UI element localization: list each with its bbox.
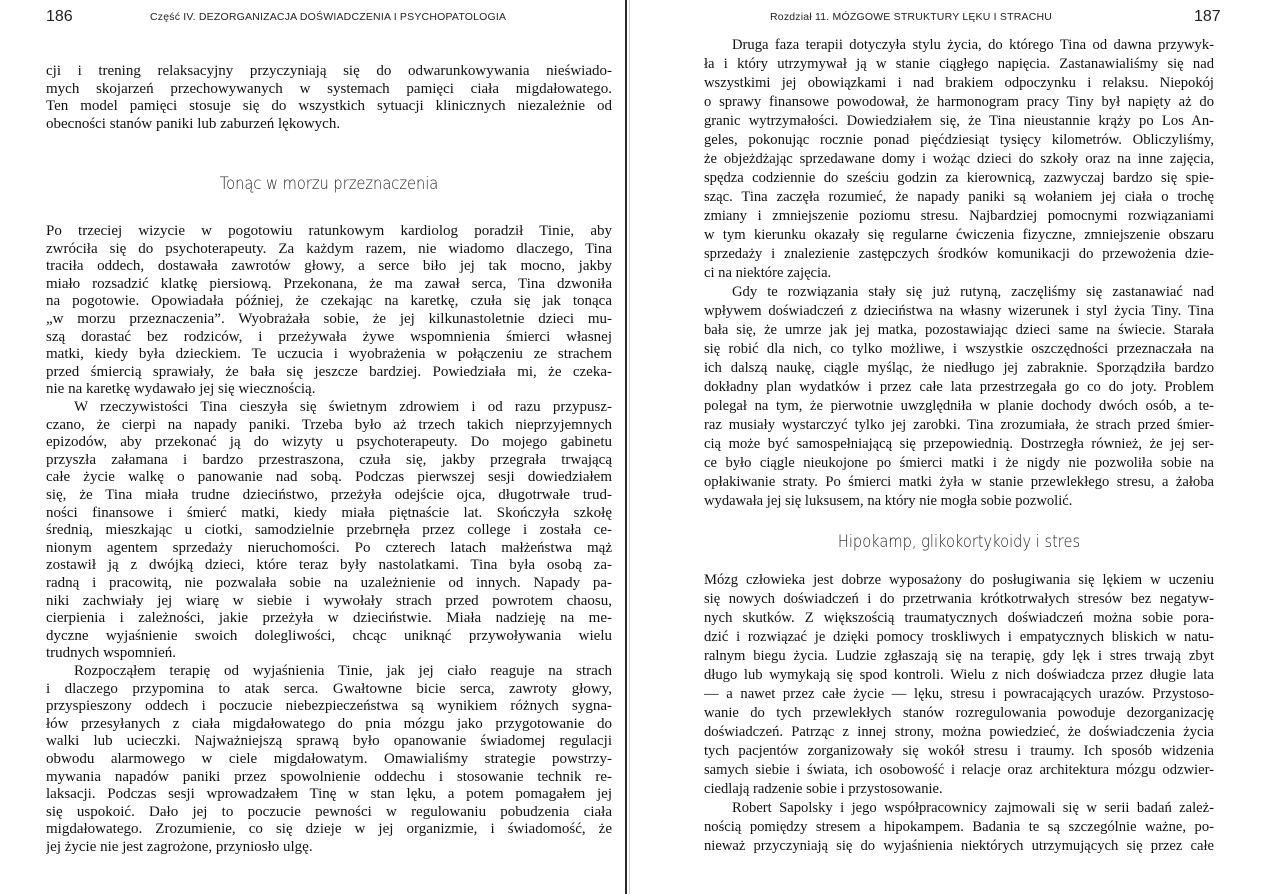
- text-line: że objeżdżając sprzedawane domy i wożąc dzieci do szkoły oraz na inne zajęcia,: [704, 151, 1214, 167]
- text-line: opłakiwanie straty. Po śmierci matki żyła w stanie przewlekłego stresu, a żałoba: [704, 474, 1214, 490]
- text-line: sprzedaży i znalezienie zastępczych środków komunikacji do przewożenia dzie-: [704, 246, 1214, 262]
- text-line: granic wytrzymałości. Dowiedziałem się, że Tina nieustannie krąży po Los An-: [704, 113, 1214, 129]
- text-line: raz musiały wystarczyć tylko jej zarobki. Tina zrozumiała, że strach przed śmier-: [704, 417, 1214, 433]
- text-line: się, że Tina miała trudne dzieciństwo, przeżyła odejście ojca, długotrwałe trud-: [46, 486, 612, 503]
- text-line: migdałowatego. Zrozumienie, co się dzieje w jej organizmie, i świadomość, że: [46, 821, 612, 838]
- text-line: się nowych doświadczeń i do przetrwania krótkotrwałych stresów bez negatyw-: [704, 591, 1214, 607]
- text-line: całe życie walkę o panowanie nad sobą. Podczas pierwszej sesji dowiedziałem: [46, 469, 612, 486]
- text-line: ła i który utrzymywał ją w stanie ciągłego napięcia. Zastanawialiśmy się nad: [704, 56, 1214, 72]
- text-line: ci na niektóre zajęcia.: [704, 265, 832, 281]
- text-line: ich dalszą naukę, ciągle myśląc, że niedługo jej zabraknie. Sporządziła bardzo: [704, 360, 1214, 376]
- text-line: ralnym biegu życia. Ludzie zgłaszają się na terapię, gdy lęk i stres trwają zbyt: [704, 648, 1214, 664]
- text-line: mywania napadów paniki przez spowolnienie oddechu i stosowanie technik re-: [46, 768, 612, 785]
- text-line: W rzeczywistości Tina cieszyła się świetnym zdrowiem i od razu przypusz-: [74, 399, 612, 415]
- text-line: na pogotowie. Opowiadała później, że czekając na karetkę, czuła się jak tonąca: [46, 293, 612, 310]
- text-line: geles, pokonując rocznie ponad pięćdziesiąt tysięcy kilometrów. Obliczyliśmy,: [704, 132, 1214, 148]
- text-line: laksacji. Podczas sesji wprowadzałem Tinę w stan lęku, a potem pomagałem jej: [46, 786, 612, 803]
- text-line: i dlaczego przypomina to atak serca. Gwałtowne bicie serca, zawroty głowy,: [46, 680, 612, 697]
- text-line: traciła oddech, dostawała zawrotów głowy, a serce biło jej tak mocno, jakby: [46, 258, 612, 275]
- text-line: wydawała jej się luksusem, na który nie mogła sobie pozwolić.: [704, 493, 1073, 509]
- text-line: Druga faza terapii dotyczyła stylu życia, do którego Tina od dawna przywyk-: [732, 37, 1214, 53]
- text-line: Mózg człowieka jest dobrze wyposażony do posługiwania się lękiem w uczeniu: [704, 572, 1214, 588]
- text-line: nie na karetkę wydawało jej się wiecznością.: [46, 381, 316, 398]
- right-page: [628, 0, 1262, 894]
- text-line: średnią, mieszkając u ciotki, samodzielnie przebrnęła przez college i została ce-: [46, 522, 612, 539]
- text-line: nością pomiędzy stresem a hipokampem. Badania te są szczególnie ważne, po-: [704, 819, 1214, 835]
- text-line: epizodów, aby przekonać ją do wizyty u psychoterapeuty. Do mojego gabinetu: [46, 434, 612, 451]
- running-head: Część IV. DEZORGANIZACJA DOŚWIADCZENIA I PSYCHOPATOLOGIA: [150, 11, 507, 23]
- text-line: Robert Sapolsky i jego współpracownicy zajmowali się w serii badań zależ-: [732, 800, 1214, 816]
- paragraph: [46, 663, 612, 857]
- text-line: Po trzeciej wizycie w pogotowiu ratunkowym kardiolog poradził Tinie, aby: [46, 223, 612, 239]
- text-line: wanie do tych przewlekłych stanów rozregulowania powoduje dezorganizację: [704, 705, 1214, 721]
- text-line: radną i pracowitą, nie pozwalała sobie na uzależnienie od innych. Napady pa-: [46, 574, 612, 591]
- text-line: bała się, że umrze jak jej matka, pozostawiając dzieci same na świecie. Starała: [704, 322, 1214, 338]
- text-line: w tym kierunku okazały się regularne ćwiczenia fizyczne, zmniejszenie obszaru: [704, 227, 1214, 243]
- text-line: tych pacjentów zorganizowały się wokół stresu i traumy. Ich sposób widzenia: [704, 743, 1214, 759]
- text-line: obecności stanów paniki lub zaburzeń lękowych.: [46, 115, 341, 132]
- paragraph: [704, 799, 1214, 856]
- paragraph: [46, 63, 612, 133]
- section-heading: Tonąc w morzu przeznaczenia: [219, 174, 439, 194]
- text-line: nionym agentem sprzedaży nieruchomości. Po czterech latach małżeństwa mąż: [46, 539, 612, 556]
- text-line: łów przesyłanych z ciała migdałowatego do pnia mózgu jako przygotowanie do: [46, 715, 612, 732]
- text-line: o sprawy finansowe powodował, że harmonogram pracy Tiny był napięty aż do: [704, 94, 1214, 110]
- text-line: cji i trening relaksacyjny przyczyniają się do odwarunkowywania nieświado-: [46, 63, 612, 79]
- text-line: Ten model pamięci stosuje się do wszystkich sytuacji klinicznych niezależnie od: [46, 98, 612, 115]
- text-line: wszystkimi jej obowiązkami i nad brakiem odpoczynku i relaksu. Niepokój: [704, 75, 1214, 91]
- text-line: zmiany i zmniejszenie poziomu stresu. Najbardziej pomocnymi rozwiązaniami: [704, 208, 1214, 224]
- running-head: Rozdział 11. MÓZGOWE STRUKTURY LĘKU I STRACHU: [770, 11, 1053, 23]
- text-line: przyszła załamana i bardzo przestraszona, czuła się, jakby przegrała trwającą: [46, 451, 612, 468]
- text-line: spędza codziennie do sześciu godzin za kierownicą, zazwyczaj bardzo się spie-: [704, 170, 1214, 186]
- text-line: samych siebie i świata, ich osobowość i relacje oraz architektura mózgu odzwier-: [704, 762, 1214, 778]
- section-heading: Hipokamp, glikokortykoidy i stres: [837, 532, 1081, 552]
- text-line: ciedlają radzenie sobie i przystosowanie.: [704, 781, 943, 797]
- page-number: 186: [46, 8, 73, 25]
- text-line: sząc. Tina zaczęła rozumieć, że napady paniki są wołaniem jej ciała o trochę: [704, 189, 1214, 205]
- text-line: mych skojarzeń przechowywanych w systemach pamięci ciała migdałowatego.: [46, 80, 612, 97]
- text-line: ności finansowe i śmierć matki, kiedy miała piętnaście lat. Skończyła szkołę: [46, 504, 612, 521]
- text-line: doświadczeń. Patrząc z innej strony, można powiedzieć, że doświadczenia życia: [704, 724, 1214, 740]
- text-line: dokładny plan wydatków i przez całe lata przestrzegała go co do joty. Problem: [704, 379, 1214, 395]
- paragraph: [46, 399, 612, 663]
- text-line: niki zachwiały jej wiarę w siebie i wywołały strach przed powrotem chaosu,: [46, 592, 612, 609]
- text-line: się robić dla nich, co tylko możliwe, i wszystkie oszczędności przeznaczała na: [704, 341, 1214, 357]
- paragraph: [704, 283, 1214, 511]
- text-line: dzić i rozwiązać je dzięki pomocy troskliwych i empatycznych bliskich w natu-: [704, 629, 1214, 645]
- text-line: matki, kiedy była dzieckiem. Te uczucia i wyobrażenia w połączeniu ze strachem: [46, 346, 612, 363]
- text-line: jej życie nie jest zagrożone, przyniosło ulgę.: [46, 838, 313, 855]
- text-line: trudnych wspomnień.: [46, 645, 176, 662]
- text-line: — a nawet przez całe życie — lęku, stresu i powracających urazów. Przystoso-: [704, 686, 1214, 702]
- text-line: ce było ciągle nieukojone po śmierci matki i że nigdy nie pozwoliła sobie na: [704, 455, 1214, 471]
- paragraph: [704, 571, 1214, 799]
- text-line: zostawił ją z dwójką dzieci, które teraz były nastolatkami. Tina była osobą za-: [46, 557, 612, 574]
- paragraph: [704, 36, 1214, 283]
- text-line: cią może być samospełniającą się przepowiednią. Dostrzegła również, że jej ser-: [704, 436, 1214, 452]
- text-line: dyczne wyjaśnienie swoich dolegliwości, chcąc uniknąć przywoływania wielu: [46, 627, 612, 644]
- text-line: wpływem doświadczeń z dzieciństwa na własny wizerunek i styl życia Tiny. Tina: [704, 303, 1214, 319]
- text-line: nieważ przyczyniają się do wyjaśnienia niektórych utrzymujących się przez całe: [704, 838, 1214, 854]
- text-line: się uspokoić. Dało jej to poczucie pewności w regulowaniu pobudzenia ciała: [46, 803, 612, 820]
- text-line: walki lub ucieczki. Najważniejszą sprawą było opanowanie świadomej regulacji: [46, 733, 612, 750]
- paragraph: [46, 223, 612, 399]
- text-line: czano, że cierpi na napady paniki. Trzeba było aż trzech takich nieprzyjemnych: [46, 416, 612, 433]
- text-line: przyspieszony oddech i poczucie niebezpieczeństwa są wynikiem różnych sygna-: [46, 698, 612, 715]
- text-line: szą dorastać bez rodziców, i przeżywała żywe wspomnienia śmierci własnej: [46, 328, 612, 345]
- text-line: miało rozsadzić klatkę piersiową. Przekonana, że ma zawał serca, Tina dzwoniła: [46, 275, 612, 292]
- text-line: Gdy te rozwiązania stały się już rutyną, zaczęliśmy się zastanawiać nad: [732, 284, 1214, 300]
- text-line: Rozpocząłem terapię od wyjaśnienia Tinie, jak jej ciało reaguje na strach: [74, 663, 612, 679]
- text-line: nych skutków. Z większością traumatycznych doświadczeń można sobie pora-: [704, 610, 1214, 626]
- page-number: 187: [1194, 8, 1221, 25]
- text-line: polegał na tym, że pierwotnie uwzględniła w planie dochody dwóch osób, a te-: [704, 398, 1214, 414]
- text-line: cierpienia i zależności, jakie przeżyła w dzieciństwie. Miała nadzieję na me-: [46, 610, 612, 627]
- text-line: długo lub wymykają się spod kontroli. Wielu z nich doświadcza przez długie lata: [704, 667, 1214, 683]
- text-line: „w morzu przeznaczenia”. Wyobrażała sobie, że jej kilkunastoletnie dzieci mu-: [46, 310, 612, 327]
- left-page: [0, 0, 626, 894]
- text-line: obwodu alarmowego w ciele migdałowatym. Omawialiśmy strategie powstrzy-: [46, 750, 612, 767]
- text-line: przed śmiercią sprawiały, że bała się jeszcze bardziej. Powiedziała mi, że czeka-: [46, 363, 612, 380]
- text-line: zwróciła się do psychoterapeuty. Za każdym razem, nie wiadomo dlaczego, Tina: [46, 240, 612, 257]
